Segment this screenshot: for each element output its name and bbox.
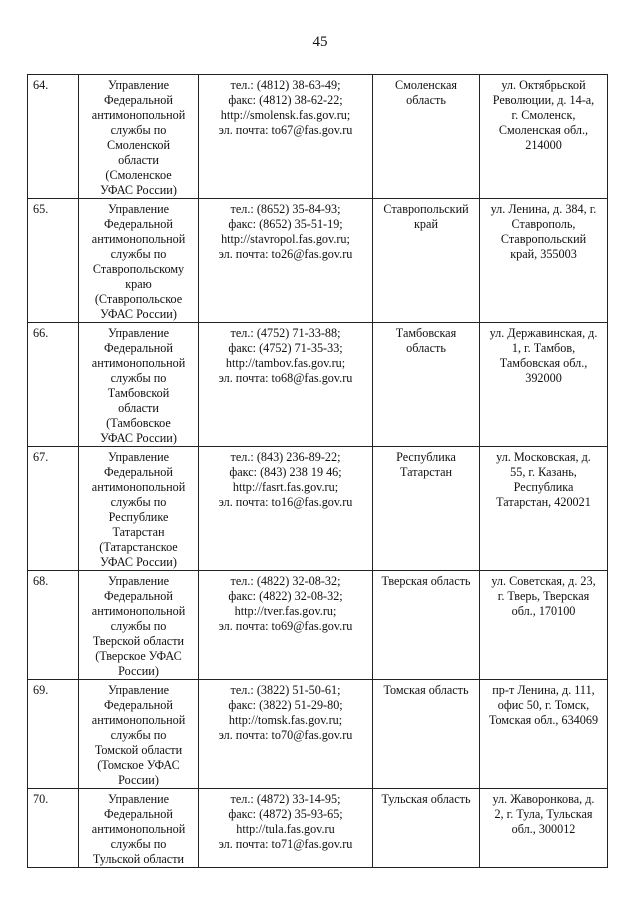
address-line: Тамбовская обл.,: [499, 356, 588, 370]
row-number: 67.: [28, 447, 79, 571]
org-name-line: (Ставропольское: [94, 292, 183, 306]
contacts-cell: [199, 75, 373, 199]
org-name-line: России): [118, 773, 159, 787]
org-name-line: Ставропольскому: [92, 262, 185, 276]
org-name-line: Федеральной: [104, 698, 173, 712]
address-line: 392000: [525, 371, 562, 385]
address-line: Ставрополь,: [511, 217, 576, 231]
org-name-line: службы по: [110, 247, 167, 261]
region-line: Республика: [396, 450, 456, 464]
contacts-line: факс: (4822) 32-08-32;: [228, 589, 343, 603]
contacts-cell: [199, 571, 373, 680]
address-line: 1, г. Тамбов,: [511, 341, 576, 355]
region-cell: [373, 571, 480, 680]
contacts-line: факс: (4812) 38-62-22;: [228, 93, 343, 107]
row-number: 65.: [28, 199, 79, 323]
address-cell: [480, 447, 608, 571]
org-name-line: Федеральной: [104, 217, 173, 231]
address-line: пр-т Ленина, д. 111,: [492, 683, 595, 697]
contacts-line: http://stavropol.fas.gov.ru;: [221, 232, 350, 246]
region-line: Татарстан: [399, 465, 453, 479]
org-name-line: России): [118, 664, 159, 678]
org-name-line: Федеральной: [104, 465, 173, 479]
contacts-cell: [199, 789, 373, 868]
region-line: край: [414, 217, 438, 231]
region-line: Тамбовская: [395, 326, 457, 340]
address-line: офис 50, г. Томск,: [497, 698, 590, 712]
address-line: ул. Октябрьской: [501, 78, 586, 92]
address-cell: [480, 199, 608, 323]
org-name-line: Управление: [107, 792, 170, 806]
contacts-line: http://tomsk.fas.gov.ru;: [228, 713, 343, 727]
table-row: [28, 323, 608, 447]
org-name-line: краю: [125, 277, 152, 291]
address-line: Томская обл., 634069: [488, 713, 599, 727]
region-line: область: [406, 341, 446, 355]
region-cell: [373, 199, 480, 323]
address-cell: [480, 680, 608, 789]
contacts-line: тел.: (4872) 33-14-95;: [230, 792, 341, 806]
org-name-line: (Тамбовское: [106, 416, 171, 430]
org-name-line: антимонопольной: [91, 822, 186, 836]
region-line: Тульская область: [381, 792, 471, 806]
table-row: [28, 680, 608, 789]
org-name-line: области: [118, 153, 159, 167]
contacts-line: эл. почта: to69@fas.gov.ru: [218, 619, 353, 633]
contacts-line: факс: (4872) 35-93-65;: [228, 807, 343, 821]
org-name-line: Федеральной: [104, 341, 173, 355]
region-cell: [373, 75, 480, 199]
region-line: Ставропольский: [383, 202, 469, 216]
address-line: г. Тверь, Тверская: [497, 589, 590, 603]
address-line: ул. Московская, д.: [496, 450, 591, 464]
org-name-cell: [79, 571, 199, 680]
table-row: [28, 199, 608, 323]
contacts-line: факс: (4752) 71-35-33;: [228, 341, 343, 355]
org-name-line: (Смоленское: [105, 168, 172, 182]
row-number: 69.: [28, 680, 79, 789]
org-name-line: антимонопольной: [91, 604, 186, 618]
contacts-line: http://tula.fas.gov.ru: [236, 822, 335, 836]
org-name-line: службы по: [110, 371, 167, 385]
address-line: Татарстан, 420021: [496, 495, 591, 509]
org-name-line: Татарстан: [112, 525, 165, 539]
region-cell: [373, 789, 480, 868]
contacts-cell: [199, 680, 373, 789]
org-name-cell: [79, 199, 199, 323]
address-line: г. Смоленск,: [511, 108, 576, 122]
org-name-line: антимонопольной: [91, 356, 186, 370]
org-name-line: службы по: [110, 619, 167, 633]
address-cell: [480, 323, 608, 447]
address-line: Республика: [513, 480, 574, 494]
org-name-line: области: [118, 401, 159, 415]
org-name-line: Федеральной: [104, 807, 173, 821]
contacts-line: http://tver.fas.gov.ru;: [234, 604, 337, 618]
contacts-line: эл. почта: to70@fas.gov.ru: [218, 728, 353, 742]
address-line: обл., 170100: [511, 604, 576, 618]
contacts-line: http://tambov.fas.gov.ru;: [225, 356, 346, 370]
contacts-line: http://smolensk.fas.gov.ru;: [220, 108, 351, 122]
row-number: 70.: [28, 789, 79, 868]
org-name-line: Смоленской: [106, 138, 171, 152]
org-name-line: Республике: [108, 510, 169, 524]
org-name-line: Управление: [107, 326, 170, 340]
contacts-line: тел.: (4822) 32-08-32;: [230, 574, 341, 588]
org-name-cell: [79, 75, 199, 199]
region-line: Смоленская: [395, 78, 457, 92]
contacts-line: тел.: (843) 236-89-22;: [230, 450, 341, 464]
contacts-line: http://fasrt.fas.gov.ru;: [232, 480, 339, 494]
region-line: Тверская область: [381, 574, 471, 588]
address-line: Революции, д. 14-а,: [492, 93, 595, 107]
contacts-line: факс: (3822) 51-29-80;: [228, 698, 343, 712]
row-number: 68.: [28, 571, 79, 680]
org-name-line: Управление: [107, 78, 170, 92]
org-name-cell: [79, 323, 199, 447]
org-name-line: службы по: [110, 837, 167, 851]
table-row: [28, 447, 608, 571]
address-line: обл., 300012: [511, 822, 576, 836]
org-name-line: службы по: [110, 728, 167, 742]
org-name-cell: [79, 789, 199, 868]
org-name-line: УФАС России): [100, 183, 177, 197]
address-cell: [480, 789, 608, 868]
address-cell: [480, 75, 608, 199]
org-name-line: антимонопольной: [91, 108, 186, 122]
org-name-line: Тверской области: [92, 634, 185, 648]
region-line: область: [406, 93, 446, 107]
contacts-line: факс: (8652) 35-51-19;: [228, 217, 343, 231]
contacts-cell: [199, 323, 373, 447]
contacts-line: эл. почта: to26@fas.gov.ru: [218, 247, 353, 261]
address-line: ул. Жаворонкова, д.: [492, 792, 595, 806]
contacts-line: тел.: (8652) 35-84-93;: [230, 202, 341, 216]
org-name-line: Управление: [107, 574, 170, 588]
contacts-line: тел.: (4812) 38-63-49;: [230, 78, 341, 92]
address-cell: [480, 571, 608, 680]
region-cell: [373, 447, 480, 571]
contacts-line: факс: (843) 238 19 46;: [229, 465, 342, 479]
contacts-line: тел.: (3822) 51-50-61;: [230, 683, 341, 697]
address-line: 214000: [525, 138, 562, 152]
address-line: 2, г. Тула, Тульская: [494, 807, 593, 821]
row-number: 66.: [28, 323, 79, 447]
contacts-line: эл. почта: to16@fas.gov.ru: [218, 495, 353, 509]
address-line: ул. Ленина, д. 384, г.: [490, 202, 597, 216]
org-name-line: антимонопольной: [91, 480, 186, 494]
contacts-cell: [199, 447, 373, 571]
address-line: Ставропольский: [500, 232, 587, 246]
region-cell: [373, 680, 480, 789]
table-row: [28, 75, 608, 199]
org-name-line: (Тверское УФАС: [95, 649, 182, 663]
org-name-line: УФАС России): [100, 307, 177, 321]
org-name-line: УФАС России): [100, 555, 177, 569]
org-name-line: антимонопольной: [91, 232, 186, 246]
region-cell: [373, 323, 480, 447]
org-name-line: службы по: [110, 495, 167, 509]
address-line: ул. Державинская, д.: [489, 326, 598, 340]
row-number: 64.: [28, 75, 79, 199]
contacts-cell: [199, 199, 373, 323]
org-name-line: (Татарстанское: [99, 540, 178, 554]
table-row: [28, 789, 608, 868]
address-line: 55, г. Казань,: [510, 465, 577, 479]
org-name-line: Управление: [107, 450, 170, 464]
page-number: 45: [312, 34, 328, 50]
org-name-cell: [79, 447, 199, 571]
contacts-line: эл. почта: to68@fas.gov.ru: [218, 371, 353, 385]
contacts-line: тел.: (4752) 71-33-88;: [230, 326, 341, 340]
address-line: ул. Советская, д. 23,: [491, 574, 596, 588]
address-line: Смоленская обл.,: [498, 123, 589, 137]
org-name-cell: [79, 680, 199, 789]
org-name-line: антимонопольной: [91, 713, 186, 727]
contacts-table: [27, 74, 608, 868]
table-body: [28, 75, 608, 868]
org-name-line: Федеральной: [104, 589, 173, 603]
org-name-line: УФАС России): [100, 431, 177, 445]
org-name-line: Управление: [107, 202, 170, 216]
contacts-line: эл. почта: to71@fas.gov.ru: [218, 837, 353, 851]
region-line: Томская область: [383, 683, 469, 697]
org-name-line: Тульской области: [92, 852, 185, 866]
org-name-line: Тамбовской: [107, 386, 170, 400]
org-name-line: (Томское УФАС: [97, 758, 180, 772]
table-row: [28, 571, 608, 680]
org-name-line: Федеральной: [104, 93, 173, 107]
org-name-line: службы по: [110, 123, 167, 137]
org-name-line: Управление: [107, 683, 170, 697]
org-name-line: Томской области: [94, 743, 183, 757]
address-line: край, 355003: [510, 247, 577, 261]
contacts-line: эл. почта: to67@fas.gov.ru: [218, 123, 353, 137]
